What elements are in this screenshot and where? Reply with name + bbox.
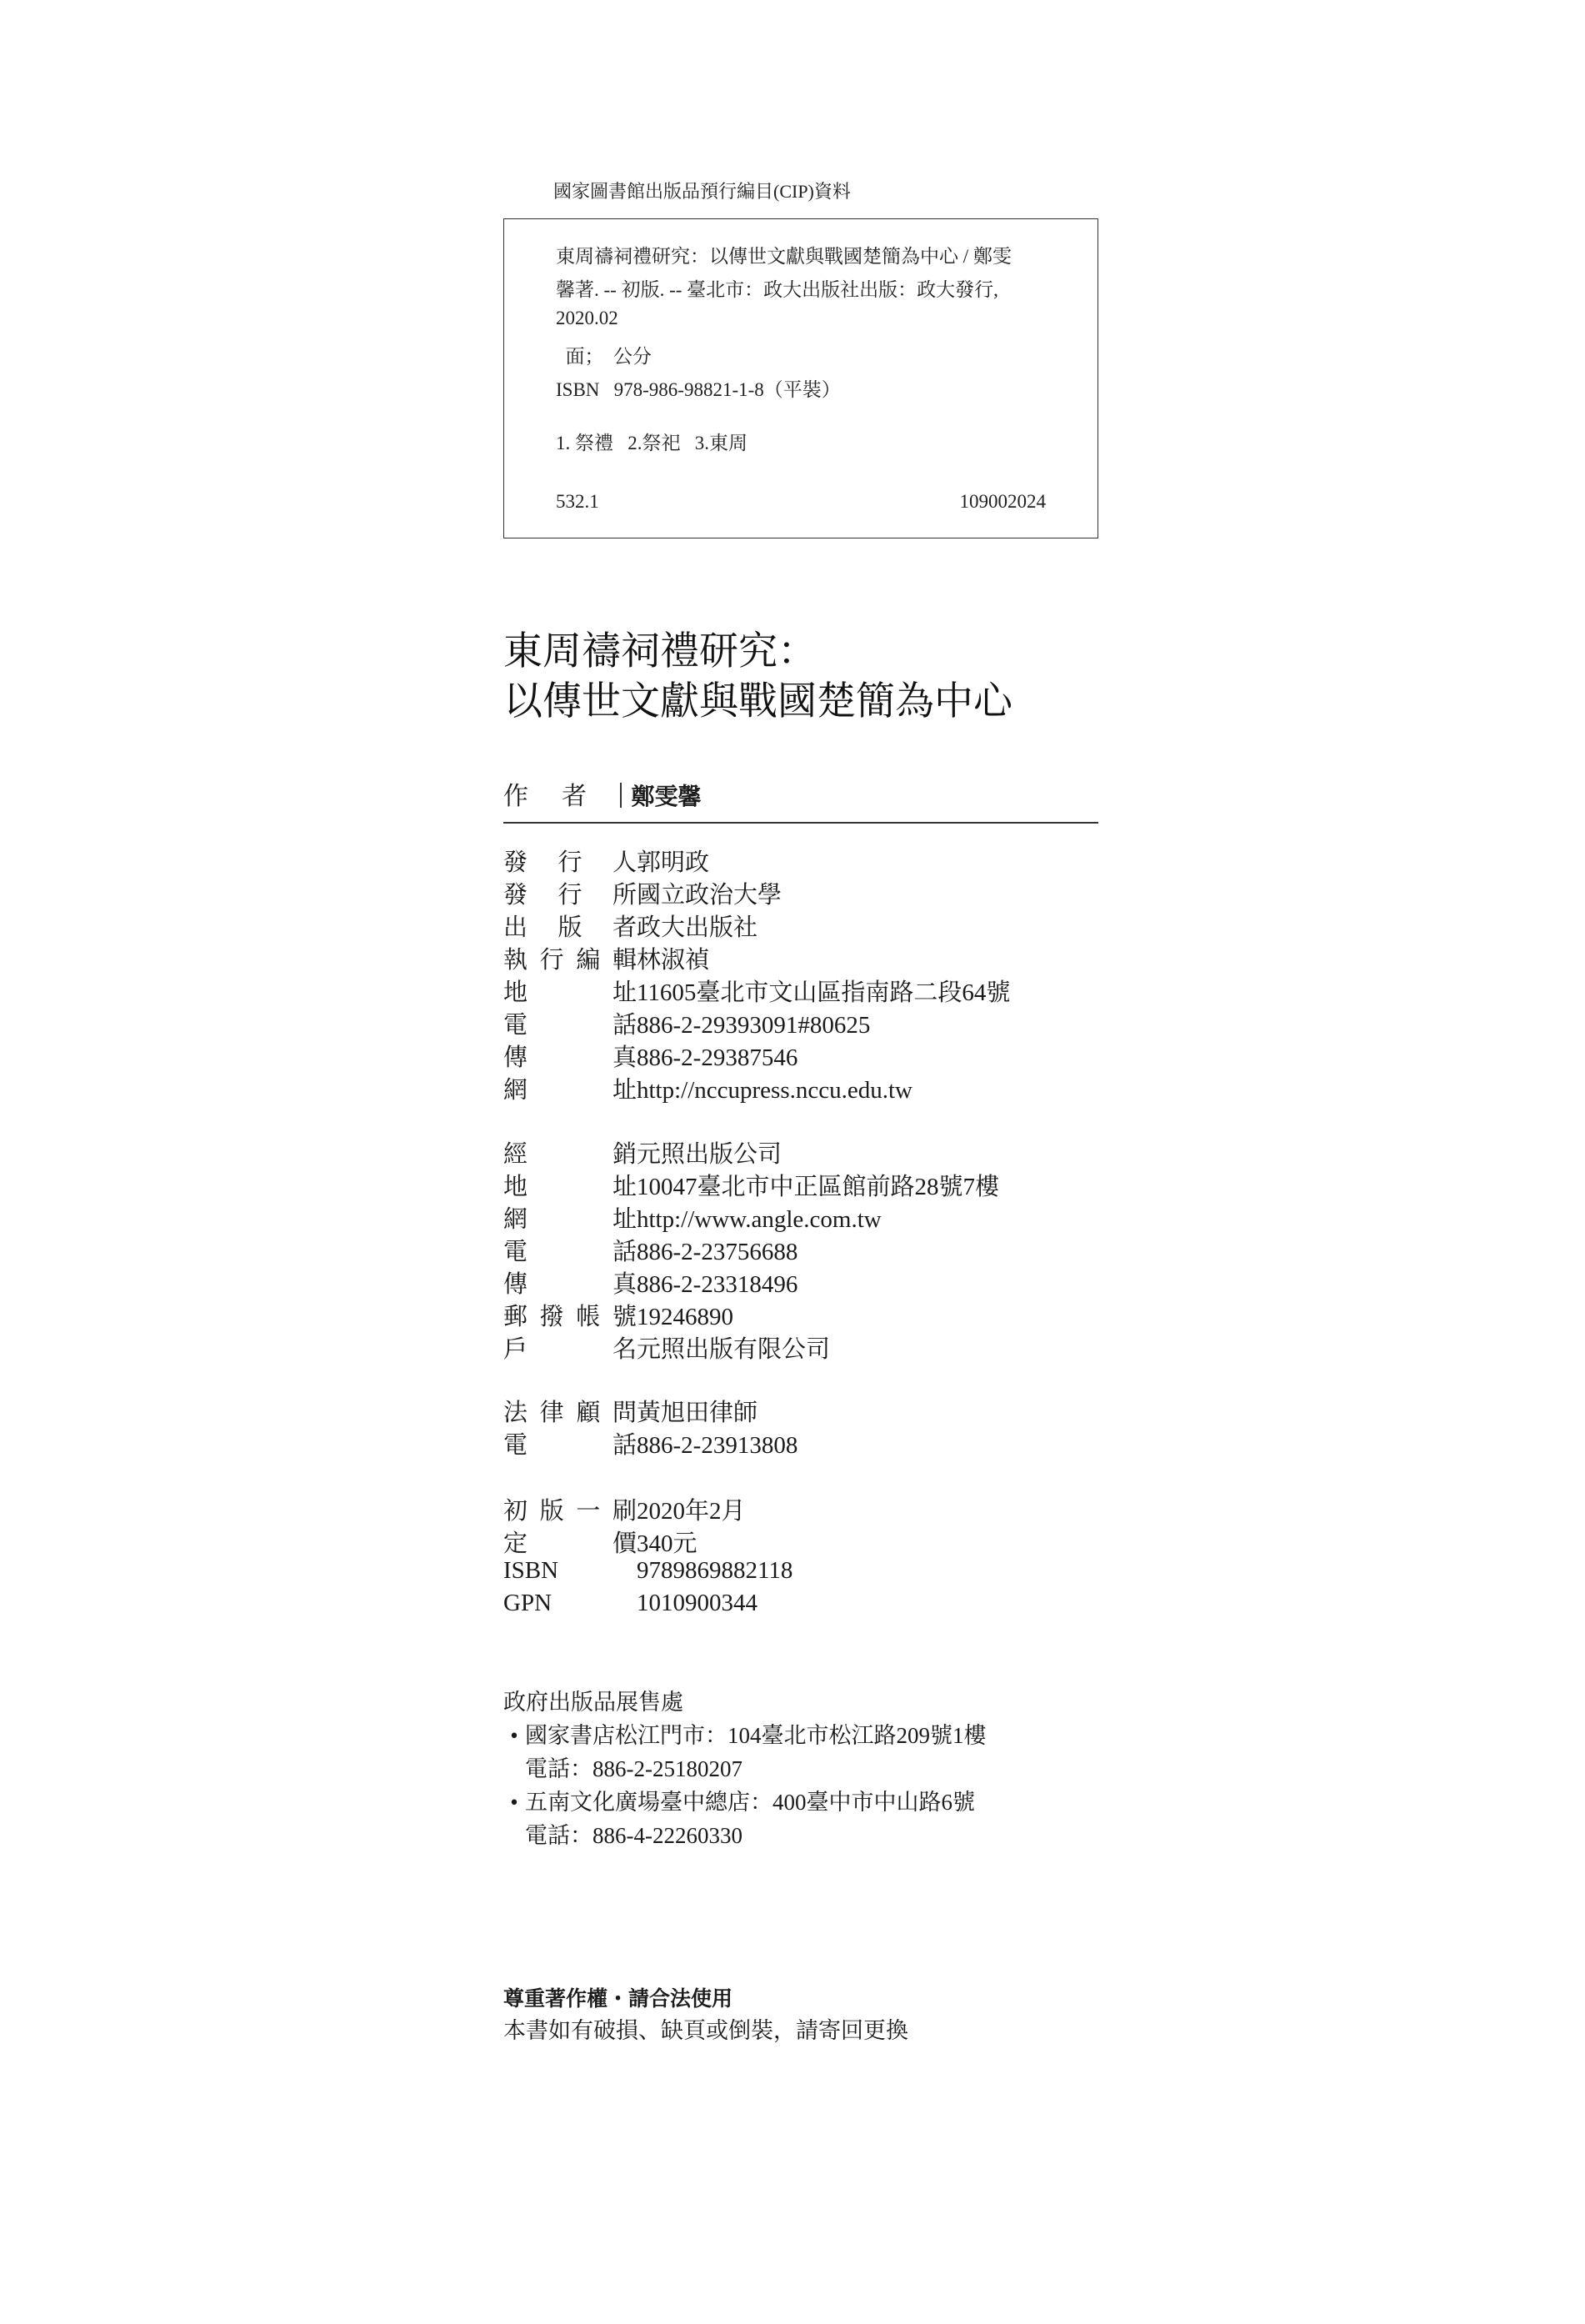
imprint-row [503,1492,746,1526]
imprint-row [503,1298,733,1332]
imprint-value: 886-2-29393091#80625 [637,1012,871,1039]
damage-return-note: 本書如有破損、缺頁或倒裝，請寄回更換 [503,2018,908,2043]
imprint-label: 發行人 [503,849,637,876]
imprint-row [503,1426,798,1460]
imprint-value: 2020年2月 [637,1498,746,1525]
imprint-row [503,1168,999,1202]
sales-outlets [503,1685,987,1852]
imprint-value: 9789869882118 [637,1557,793,1584]
imprint-label: 電話 [503,1432,637,1459]
imprint-label: 郵撥帳號 [503,1304,637,1330]
imprint-row [503,844,709,878]
imprint-value: 元照出版有限公司 [637,1336,831,1363]
imprint-label: 出版者 [503,914,637,941]
cip-line: 馨著. -- 初版. -- 臺北市：政大出版社出版：政大發行, [556,279,998,300]
imprint-row [503,1071,912,1105]
store-name: 國家書店松江門市：104臺北市松江路209號1樓 [525,1723,987,1748]
imprint-value: 政大出版社 [637,914,758,941]
author-row [503,775,702,812]
imprint-value: 19246890 [637,1304,733,1330]
cip-class-number: 532.1 [556,491,599,512]
imprint-row [503,1557,792,1585]
imprint-row [503,909,758,943]
imprint-label: 執行編輯 [503,947,637,974]
book-title [503,627,1012,727]
copyright-notice: 尊重著作權・請合法使用 [503,1986,733,2011]
imprint-value: 340元 [637,1530,698,1557]
imprint-row [503,1039,798,1073]
imprint-value: http://www.angle.com.tw [637,1206,882,1233]
sales-store-item [503,1786,987,1819]
imprint-label: 網址 [503,1206,637,1233]
cip-heading: 國家圖書館出版品預行編目(CIP)資料 [553,181,851,202]
bullet-icon: • [510,1790,518,1815]
imprint-label: 電話 [503,1012,637,1039]
bullet-icon: • [510,1723,518,1748]
imprint-label: 戶名 [503,1336,637,1363]
imprint-value: 元照出版公司 [637,1141,782,1168]
imprint-row [503,1006,870,1040]
imprint-value: 10047臺北市中正區館前路28號7樓 [637,1174,1000,1200]
imprint-label: 經銷 [503,1141,637,1168]
cip-line: 東周禱祠禮研究：以傳世文獻與戰國楚簡為中心 / 鄭雯 [556,246,1012,267]
book-title-line2: 以傳世文獻與戰國楚簡為中心 [503,680,1012,724]
imprint-value: 1010900344 [637,1590,758,1616]
imprint-value: 886-2-23318496 [637,1271,798,1298]
cip-record-box [503,218,1098,538]
imprint-label: 初版一刷 [503,1498,637,1525]
imprint-label: 地址 [503,1174,637,1200]
store-phone: 電話：886-2-25180207 [525,1756,742,1781]
imprint-value: 886-2-23913808 [637,1432,798,1459]
imprint-row [503,974,1010,1008]
imprint-value: 886-2-23756688 [637,1239,798,1265]
sales-heading: 政府出版品展售處 [503,1690,683,1715]
author-label: 作者 [503,783,620,810]
imprint-value: 黃旭田律師 [637,1400,758,1426]
imprint-value: 11605臺北市文山區指南路二段64號 [637,979,1011,1006]
imprint-row [503,1135,782,1170]
divider-rule [503,822,1098,824]
imprint-label: 地址 [503,979,637,1006]
imprint-row [503,1233,798,1267]
imprint-row [503,1200,882,1235]
sales-store-item [503,1719,987,1752]
imprint-row [503,1525,698,1559]
cip-line: 面； 公分 [556,346,652,367]
imprint-value: 郭明政 [637,849,710,876]
imprint-value: 林淑禎 [637,947,710,974]
imprint-row [503,1590,758,1617]
imprint-label: GPN [503,1590,552,1616]
imprint-row [503,1330,830,1365]
cip-subjects-line: 1. 祭禮 2.祭祀 3.東周 [556,433,748,453]
cip-record-number: 109002024 [959,491,1046,512]
imprint-row [503,876,782,910]
imprint-row [503,941,709,975]
imprint-label: 網址 [503,1077,637,1104]
imprint-value: http://nccupress.nccu.edu.tw [637,1077,912,1104]
imprint-value: 886-2-29387546 [637,1044,798,1071]
imprint-value: 國立政治大學 [637,882,782,909]
imprint-label: 電話 [503,1239,637,1265]
author-name: 鄭雯馨 [631,783,702,810]
author-separator [620,783,622,808]
store-name: 五南文化廣場臺中總店：400臺中市中山路6號 [525,1790,975,1815]
imprint-label: ISBN [503,1557,559,1584]
imprint-label: 傳真 [503,1044,637,1071]
book-title-line1: 東周禱祠禮研究： [503,630,817,674]
imprint-label: 法律顧問 [503,1400,637,1426]
imprint-label: 發行所 [503,882,637,909]
imprint-row [503,1265,798,1300]
cip-isbn-line: ISBN 978-986-98821-1-8（平裝） [556,379,841,400]
store-phone: 電話：886-4-22260330 [525,1823,742,1848]
imprint-label: 定價 [503,1530,637,1557]
cip-line: 2020.02 [556,308,618,328]
imprint-label: 傳真 [503,1271,637,1298]
imprint-row [503,1394,758,1428]
